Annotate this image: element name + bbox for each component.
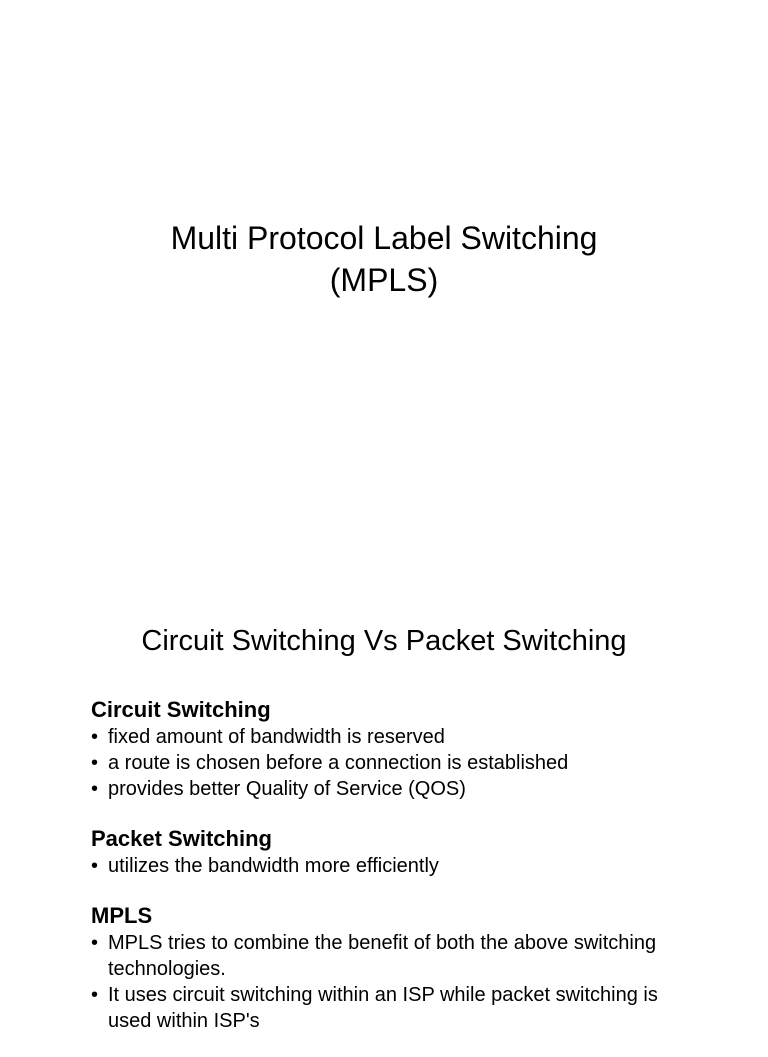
group-circuit-switching — [91, 696, 691, 802]
slide-title-line-1: Multi Protocol Label Switching — [170, 220, 598, 256]
slide-title-line-2: (MPLS) — [329, 262, 439, 298]
bullet-icon: • — [91, 932, 99, 954]
list-item — [91, 930, 691, 982]
group-packet-switching — [91, 825, 691, 879]
list-item — [91, 776, 691, 802]
bullet-icon: • — [91, 726, 99, 748]
bullet-icon: • — [91, 752, 99, 774]
list-item-text: MPLS tries to combine the benefit of both the above switching technologies. — [108, 932, 657, 980]
group-title: Circuit Switching — [91, 697, 271, 722]
list-item-text: fixed amount of bandwidth is reserved — [108, 726, 445, 748]
group-mpls — [91, 902, 691, 1034]
group-title: Packet Switching — [91, 826, 272, 851]
bullet-list — [91, 853, 691, 879]
slide-content — [91, 696, 691, 1057]
section-heading: Circuit Switching Vs Packet Switching — [141, 625, 627, 657]
list-item-text: It uses circuit switching within an ISP while packet switching is used within ISP's — [108, 984, 658, 1032]
list-item — [91, 982, 691, 1034]
list-item — [91, 724, 691, 750]
slide-title — [0, 217, 768, 301]
list-item — [91, 750, 691, 776]
bullet-icon: • — [91, 984, 99, 1006]
bullet-icon: • — [91, 778, 99, 800]
bullet-list — [91, 930, 691, 1034]
list-item-text: a route is chosen before a connection is established — [108, 752, 569, 774]
bullet-list — [91, 724, 691, 802]
list-item-text: utilizes the bandwidth more efficiently — [108, 855, 439, 877]
bullet-icon: • — [91, 855, 99, 877]
list-item — [91, 853, 691, 879]
group-title: MPLS — [91, 903, 153, 928]
list-item-text: provides better Quality of Service (QOS) — [108, 778, 466, 800]
